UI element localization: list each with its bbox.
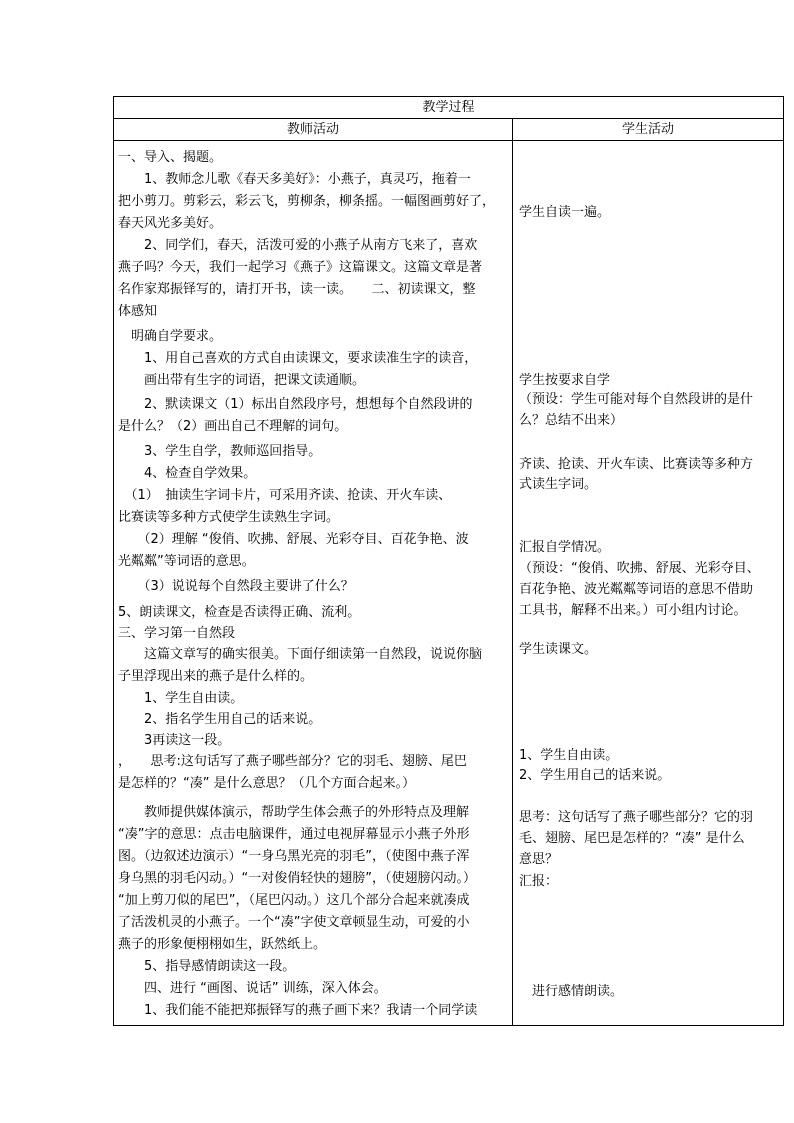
teacher-line: 名作家郑振铎写的，请打开书，读一读。 二、初读课文，整 <box>118 282 476 297</box>
teacher-line: 2、同学们，春天，活泼可爱的小燕子从南方飞来了，喜欢 <box>118 238 478 253</box>
student-line: 学生读课文。 <box>519 642 598 657</box>
teacher-line: 3、学生自学，教师巡回指导。 <box>118 444 322 459</box>
teacher-line: 画出带有生字的词语，把课文读通顺。 <box>118 373 366 388</box>
teacher-line: 2、默读课文（1）标出自然段序号，想想每个自然段讲的 <box>118 397 473 412</box>
teacher-line: （1） 抽读生字词卡片，可采用齐读、抢读、开火车读、 <box>118 488 452 503</box>
column-divider <box>512 119 513 1026</box>
teacher-line: 是怎样的？“凑” 是什么意思？（几个方面合起来。） <box>118 776 416 791</box>
teacher-line: 1、学生自由读。 <box>118 691 244 706</box>
student-activity-header: 学生活动 <box>621 122 674 137</box>
student-line: 进行感情朗读。 <box>519 984 624 999</box>
student-line: 思考：这句话写了燕子哪些部分？它的羽 <box>519 810 754 825</box>
teacher-line: 了活泼机灵的小燕子。一个“凑”字使文章顿显生动，可爱的小 <box>118 915 470 930</box>
teacher-line: 三、学习第一自然段 <box>118 626 236 641</box>
teacher-line: 1、我们能不能把郑振铎写的燕子画下来？我请一个同学读 <box>118 1003 478 1018</box>
teacher-line: 明确自学要求。 <box>118 329 223 344</box>
student-line: 学生自读一遍。 <box>519 205 611 220</box>
student-line: 工具书，解释不出来。）可小组内讨论。 <box>519 603 747 618</box>
teacher-line: 光粼粼”等词语的意思。 <box>118 554 255 569</box>
teacher-line: 燕子的形象便栩栩如生，跃然纸上。 <box>118 937 327 952</box>
student-line: （预设：学生可能对每个自然段讲的是什 <box>519 392 754 407</box>
teacher-line: 3再读这一段。 <box>118 733 231 748</box>
teacher-line: 1、教师念儿歌《春天多美好》：小燕子，真灵巧，拖着一 <box>118 172 471 187</box>
student-line: 么？总结不出来） <box>519 413 624 428</box>
teacher-line: 子里浮现出来的燕子是什么样的。 <box>118 669 314 684</box>
student-line: 齐读、抢读、开火车读、比赛读等多种方 <box>519 457 754 472</box>
teacher-line: 2、指名学生用自己的话来说。 <box>118 712 322 727</box>
student-line: 学生按要求自学 <box>519 373 611 388</box>
teacher-line: “加上剪刀似的尾巴”，（尾巴闪动。）这几个部分合起来就凑成 <box>118 893 470 908</box>
student-line: 百花争艳、波光粼粼等词语的意思不借助 <box>519 582 754 597</box>
student-line: （预设：“俊俏、吹拂、舒展、光彩夺目、 <box>519 561 760 576</box>
teacher-line: 5、指导感情朗读这一段。 <box>118 959 296 974</box>
column-header-row <box>114 119 783 141</box>
student-line: 毛、翅膀、尾巴是怎样的？“凑” 是什么 <box>519 831 745 846</box>
teacher-line: 把小剪刀。剪彩云，彩云飞，剪柳条，柳条摇。一幅图画剪好了， <box>118 194 496 209</box>
teacher-activity-header: 教师活动 <box>286 122 339 137</box>
student-line: 2、学生用自己的话来说。 <box>519 768 671 783</box>
teacher-line: （3）说说每个自然段主要讲了什么？ <box>118 579 354 594</box>
student-line: 汇报自学情况。 <box>519 540 611 555</box>
teacher-line: ， 思考:这句话写了燕子哪些部分？它的羽毛、翅膀、尾巴 <box>118 754 467 769</box>
teacher-line: 4、检查自学效果。 <box>118 466 257 481</box>
teacher-line: 燕子吗？今天，我们一起学习《燕子》这篇课文。这篇文章是著 <box>118 260 483 275</box>
teacher-line: 是什么？（2）画出自己不理解的词句。 <box>118 419 348 434</box>
teacher-line: 四、进行 “画图、说话” 训练，深入体会。 <box>118 981 387 996</box>
table-title: 教学过程 <box>114 97 783 119</box>
teacher-line: 5、朗读课文，检查是否读得正确、流利。 <box>118 605 361 620</box>
teacher-line: 图。（边叙述边演示）“一身乌黑光亮的羽毛”，（使图中燕子浑 <box>118 849 470 864</box>
teacher-line: “凑”字的意思：点击电脑课件，通过电视屏幕显示小燕子外形 <box>118 827 470 842</box>
teacher-line: 教师提供媒体演示，帮助学生体会燕子的外形特点及理解 <box>118 805 470 820</box>
lesson-table <box>113 96 784 1026</box>
student-line: 式读生字词。 <box>519 477 598 492</box>
teacher-line: 春天风光多美好。 <box>118 216 223 231</box>
teacher-line: 体感知 <box>118 304 158 319</box>
teacher-line: 身乌黑的羽毛闪动。）“一对俊俏轻快的翅膀”，（使翅膀闪动。） <box>118 871 476 886</box>
student-line: 1、学生自由读。 <box>519 748 619 763</box>
teacher-line: 1、用自己喜欢的方式自由读课文，要求读准生字的读音， <box>118 351 478 366</box>
teacher-line: （2）理解 “俊俏、吹拂、舒展、光彩夺目、百花争艳、波 <box>118 532 469 547</box>
teacher-line: 比赛读等多种方式使学生读熟生字词。 <box>118 510 340 525</box>
teacher-line: 这篇文章写的确实很美。下面仔细读第一自然段，说说你脑 <box>118 647 483 662</box>
student-line: 汇报： <box>519 874 559 889</box>
teacher-line: 一、导入、揭题。 <box>118 150 223 165</box>
student-line: 意思？ <box>519 852 559 867</box>
